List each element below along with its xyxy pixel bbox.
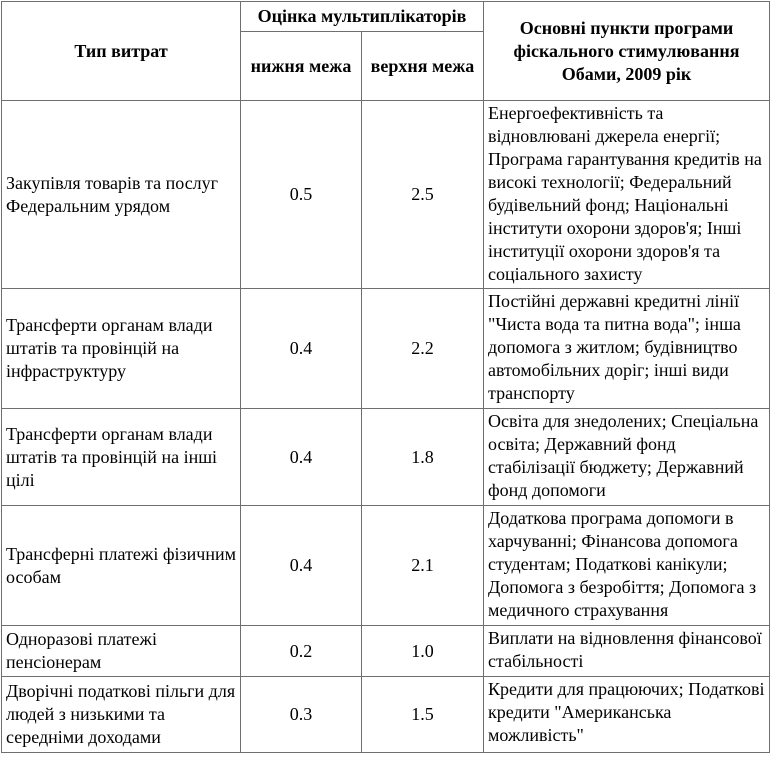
header-upper-bound: верхня межа <box>362 32 484 101</box>
program-points-cell: Освіта для знедолених; Спеціальна освіта; Державний фонд стабілізації бюджету; Державний фонд допомоги <box>484 409 770 506</box>
upper-bound-cell: 2.5 <box>362 101 484 289</box>
upper-bound-cell: 1.5 <box>362 677 484 753</box>
lower-bound-cell: 0.2 <box>241 626 362 677</box>
expense-type-cell: Дворічні податкові пільги для людей з низькими та середніми доходами <box>2 677 241 753</box>
table-row <box>2 101 770 289</box>
expense-type-cell: Закупівля товарів та послуг Федеральним урядом <box>2 101 241 289</box>
lower-bound-cell: 0.5 <box>241 101 362 289</box>
upper-bound-cell: 2.2 <box>362 289 484 409</box>
lower-bound-cell: 0.4 <box>241 289 362 409</box>
table-row <box>2 626 770 677</box>
lower-bound-cell: 0.4 <box>241 409 362 506</box>
upper-bound-cell: 2.1 <box>362 506 484 626</box>
upper-bound-cell: 1.8 <box>362 409 484 506</box>
expense-type-cell: Одноразові платежі пенсіонерам <box>2 626 241 677</box>
table-row <box>2 409 770 506</box>
table-row <box>2 506 770 626</box>
program-points-cell: Енергоефективність та відновлювані джерела енергії; Програма гарантування кредитів на високі технології; Федеральний будівельний фонд; Національні інститути охорони здоров'я; Інші інституції охорони здоров'я та соціального захисту <box>484 101 770 289</box>
header-multiplier-estimate: Оцінка мультиплікаторів <box>241 2 484 32</box>
expense-type-cell: Трансферти органам влади штатів та провінцій на інфраструктуру <box>2 289 241 409</box>
header-lower-bound: нижня межа <box>241 32 362 101</box>
program-points-cell: Додаткова програма допомоги в харчуванні; Фінансова допомога студентам; Податкові канікули; Допомога з безробіття; Допомога з медичного страхування <box>484 506 770 626</box>
lower-bound-cell: 0.4 <box>241 506 362 626</box>
header-program-points: Основні пункти програми фіскального стимулювання Обами, 2009 рік <box>484 2 770 101</box>
header-expense-type: Тип витрат <box>2 2 241 101</box>
expense-type-cell: Трансферти органам влади штатів та провінцій на інші цілі <box>2 409 241 506</box>
upper-bound-cell: 1.0 <box>362 626 484 677</box>
table-row <box>2 289 770 409</box>
table-row <box>2 677 770 753</box>
program-points-cell: Кредити для працюючих; Податкові кредити "Американська можливість" <box>484 677 770 753</box>
lower-bound-cell: 0.3 <box>241 677 362 753</box>
multiplier-table <box>1 1 770 753</box>
program-points-cell: Постійні державні кредитні лінії "Чиста вода та питна вода"; інша допомога з житлом; будівництво автомобільних доріг; інші види транспорту <box>484 289 770 409</box>
program-points-cell: Виплати на відновлення фінансової стабільності <box>484 626 770 677</box>
expense-type-cell: Трансферні платежі фізичним особам <box>2 506 241 626</box>
